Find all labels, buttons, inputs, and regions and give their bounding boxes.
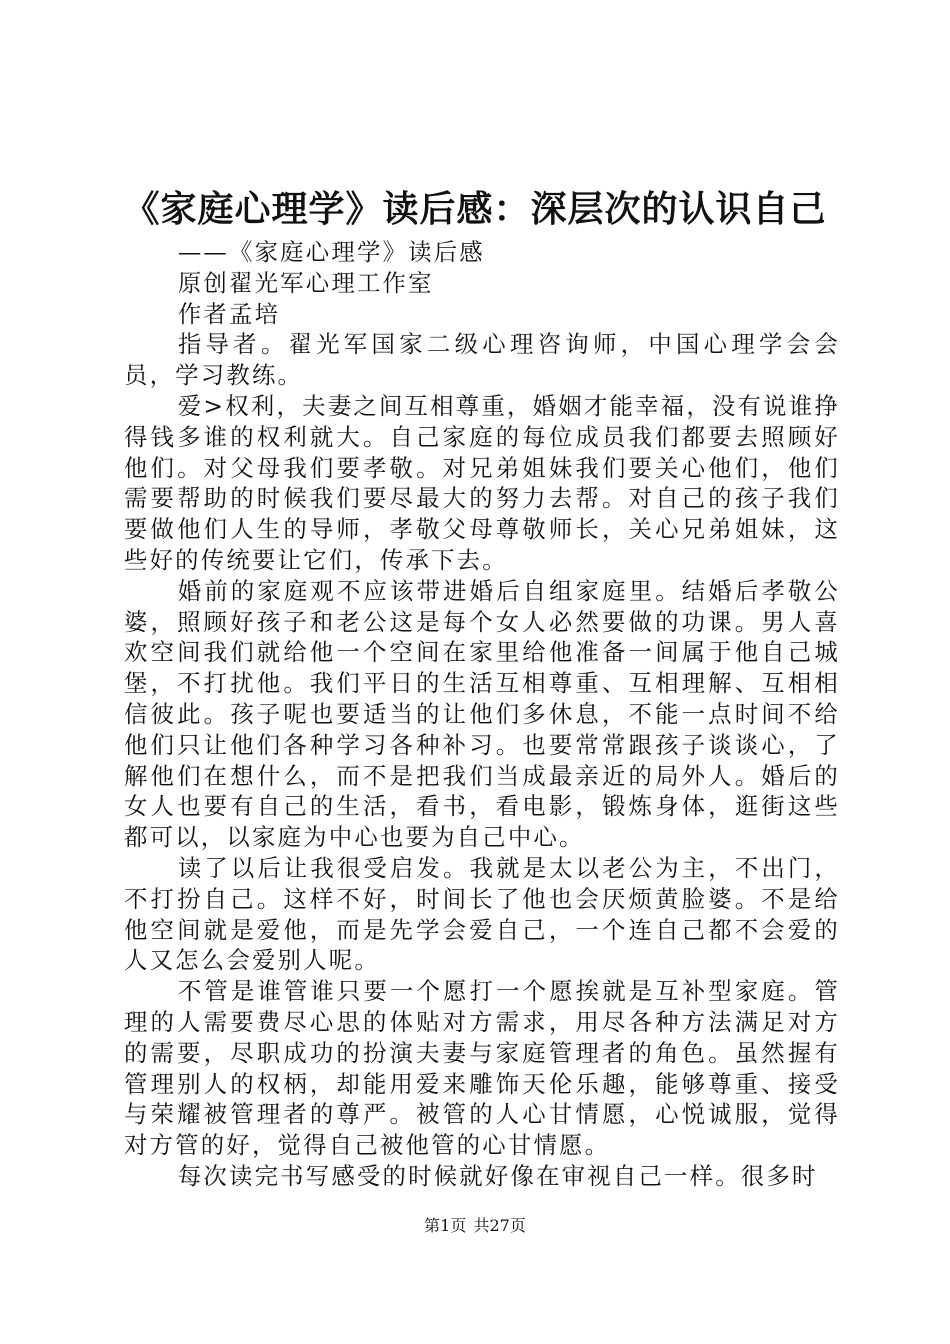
body-paragraph: 爱>权利，夫妻之间互相尊重，婚姻才能幸福，没有说谁挣得钱多谁的权利就大。自己家庭的每位成员我们都要去照顾好他们。对父母我们要孝敬。对兄弟姐妹我们要关心他们，他们需要帮助的时候我们要尽最大的努力去帮。对自己的孩子我们要做他们人生的导师，孝敬父母尊敬师长，关心兄弟姐妹，这些好的传统要让它们，传承下去。: [124, 391, 840, 574]
body-paragraph: 不管是谁管谁只要一个愿打一个愿挨就是互补型家庭。管理的人需要费尽心思的体贴对方需求，用尽各种方法满足对方的需要，尽职成功的扮演夫妻与家庭管理者的角色。虽然握有管理别人的权柄，却能用爱来雕饰天伦乐趣，能够尊重、接受与荣耀被管理者的尊严。被管的人心甘情愿，心悦诚服，觉得对方管的好，觉得自己被他管的心甘情愿。: [124, 977, 840, 1160]
page-total: 共27页: [473, 1216, 526, 1235]
source-line: 原创翟光军心理工作室: [177, 268, 434, 297]
body-paragraph: 婚前的家庭观不应该带进婚后自组家庭里。结婚后孝敬公婆，照顾好孩子和老公这是每个女人必然要做的功课。男人喜欢空间我们就给他一个空间在家里给他准备一间属于他自己城堡，不打扰他。我们平日的生活互相尊重、互相理解、互相相信彼此。孩子呢也要适当的让他们多休息，不能一点时间不给他们只让他们各种学习各种补习。也要常常跟孩子谈谈心，了解他们在想什么，而不是把我们当成最亲近的局外人。婚后的女人也要有自己的生活，看书，看电影，锻炼身体，逛街这些都可以，以家庭为中心也要为自己中心。: [124, 576, 840, 852]
body-paragraph: 读了以后让我很受启发。我就是太以老公为主，不出门，不打扮自己。这样不好，时间长了他也会厌烦黄脸婆。不是给他空间就是爱他，而是先学会爱自己，一个连自己都不会爱的人又怎么会爱别人呢。: [124, 853, 840, 975]
document-body: [124, 237, 840, 1192]
page-footer: [0, 1216, 950, 1236]
body-paragraph: 指导者。翟光军国家二级心理咨询师，中国心理学会会员，学习教练。: [124, 330, 840, 390]
page-number: 第1页: [424, 1216, 467, 1235]
author-line: 作者孟培: [177, 299, 281, 328]
subtitle-line: ——《家庭心理学》读后感: [177, 238, 485, 266]
document-title: 《家庭心理学》读后感：深层次的认识自己: [123, 188, 827, 230]
body-paragraph: 每次读完书写感受的时候就好像在审视自己一样。很多时: [177, 1161, 818, 1190]
